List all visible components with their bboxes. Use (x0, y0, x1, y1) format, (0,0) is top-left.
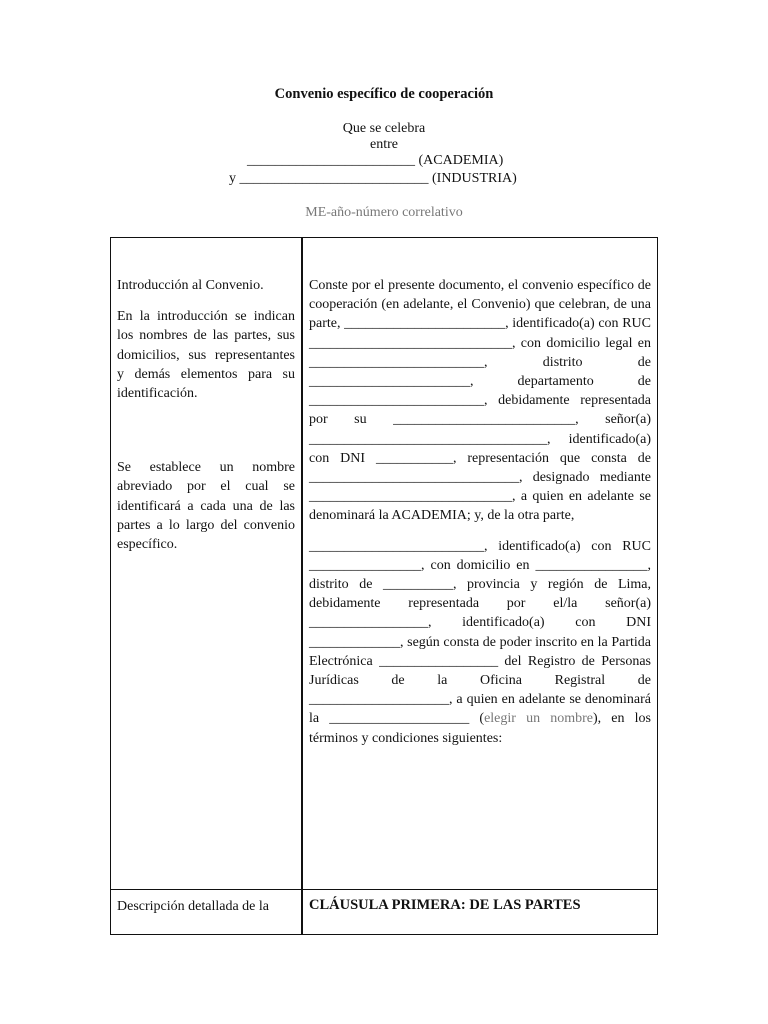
intro-right-cell (309, 276, 651, 748)
conjunction-y: y (229, 171, 236, 186)
header-line-2: entre (370, 137, 398, 152)
academia-label: (ACADEMIA) (418, 153, 504, 168)
document-title: Convenio específico de cooperación (274, 86, 494, 102)
academia-blank: ________________________ (247, 153, 415, 168)
table-row-divider (110, 889, 658, 890)
industria-label: (INDUSTRIA) (432, 171, 517, 186)
industria-paragraph-end: ), en los términos y condiciones siguientes: (309, 711, 652, 746)
header-line-1: Que se celebra (342, 121, 426, 136)
intro-industria-paragraph (309, 537, 651, 748)
academia-line (247, 153, 503, 169)
industria-paragraph-text: _________________________, identificado(a) con RUC ________________, con domicilio en ________________, distrito de __________, provincia y región de Lima, debidamente representada por el/la señor(a) _________________, identificado(a) con DNI _____________, según consta de poder inscrito en la Partida Electrónica _________________ del Registro de Personas Jurídicas de la Oficina Registral de ____________________, a quien en adelante se denominará la ____________________ ( (309, 538, 651, 727)
intro-heading: Introducción al Convenio. (117, 278, 264, 293)
intro-left-cell (117, 276, 295, 554)
detailed-description-cell: Descripción detallada de la (117, 899, 269, 914)
industria-blank: ___________________________ (239, 171, 429, 186)
clause-one-heading: CLÁUSULA PRIMERA: DE LAS PARTES (309, 897, 581, 913)
reference-number: ME-año-número correlativo (305, 205, 463, 220)
choose-name-placeholder: elegir un nombre (484, 711, 593, 727)
table-column-divider (301, 237, 303, 935)
intro-description: En la introducción se indican los nombres de las partes, sus domicilios, sus representantes y demás elementos para su identificación. (117, 309, 295, 402)
industria-line (229, 171, 517, 187)
intro-short-name-note: Se establece un nombre abreviado por el cual se identificará a cada una de las partes a lo largo del convenio específico. (117, 460, 295, 553)
intro-academia-paragraph: Conste por el presente documento, el convenio específico de cooperación (en adelante, el Convenio) que celebran, de una parte, _______________________, identificado(a) con RUC _____________________________, con domicilio legal en _________________________, distrito de _______________________, departamento de _________________________, debidamente representada por su __________________________, señor(a) __________________________________, identificado(a) con DNI ___________, representación que consta de ______________________________, designado mediante _____________________________, a quien en adelante se denominará la ACADEMIA; y, de la otra parte, (309, 278, 651, 524)
